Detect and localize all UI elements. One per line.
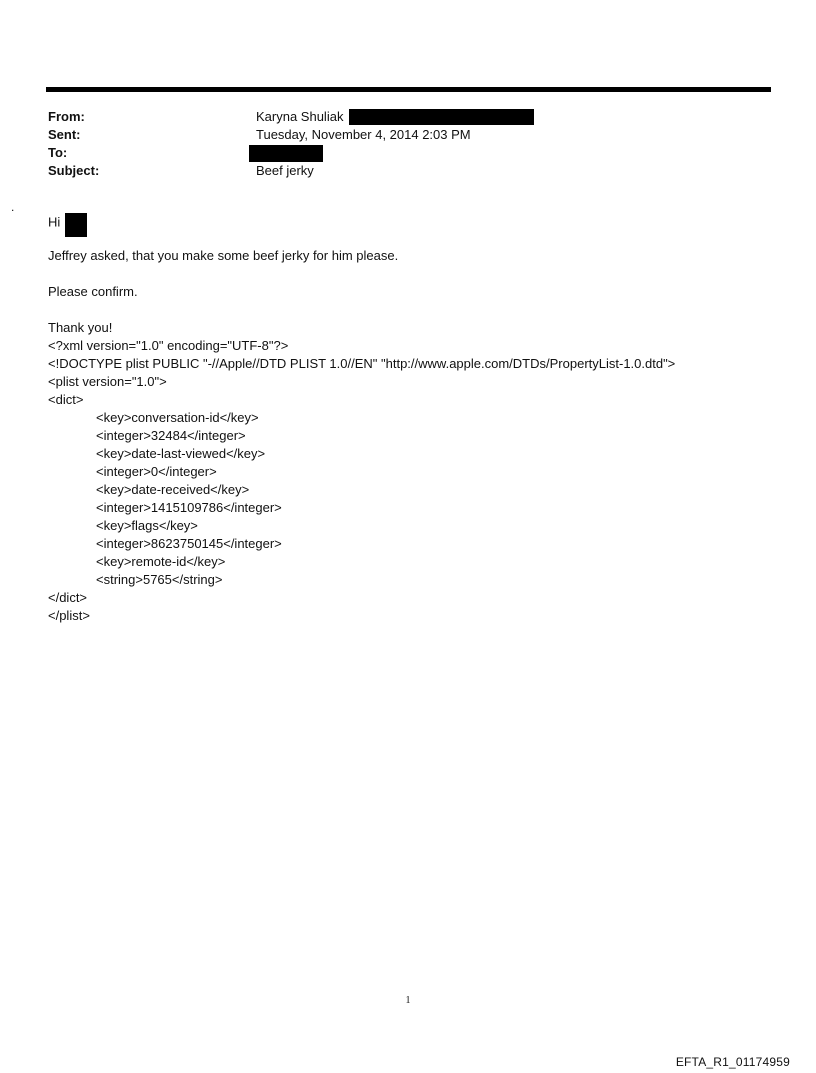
- header-divider: [46, 87, 771, 92]
- body-line: Jeffrey asked, that you make some beef jerky for him please.: [48, 248, 399, 263]
- sent-value: Tuesday, November 4, 2014 2:03 PM: [256, 127, 471, 142]
- from-value: Karyna Shuliak: [256, 109, 344, 124]
- sent-label: Sent:: [48, 127, 81, 142]
- redaction-box: [249, 145, 323, 162]
- stray-mark: .: [11, 200, 15, 214]
- plist-line: <string>5765</string>: [96, 572, 223, 587]
- plist-line: <key>flags</key>: [96, 518, 198, 533]
- plist-line: <plist version="1.0">: [48, 374, 167, 389]
- plist-line: </plist>: [48, 608, 90, 623]
- body-line: Thank you!: [48, 320, 113, 335]
- redaction-box: [349, 109, 534, 125]
- plist-line: <?xml version="1.0" encoding="UTF-8"?>: [48, 338, 289, 353]
- from-label: From:: [48, 109, 85, 124]
- greeting: Hi: [48, 214, 61, 230]
- from-value-wrap: [256, 108, 534, 126]
- plist-line: <integer>8623750145</integer>: [96, 536, 282, 551]
- to-label: To:: [48, 145, 68, 160]
- body-line: Please confirm.: [48, 284, 138, 299]
- subject-label: Subject:: [48, 163, 100, 178]
- subject-value: Beef jerky: [256, 163, 314, 178]
- plist-line: <key>date-received</key>: [96, 482, 250, 497]
- plist-line: </dict>: [48, 590, 88, 605]
- bates-number: EFTA_R1_01174959: [675, 1055, 790, 1069]
- page-number: 1: [405, 995, 411, 1006]
- plist-line: <key>date-last-viewed</key>: [96, 446, 266, 461]
- plist-line: <key>conversation-id</key>: [96, 410, 259, 425]
- plist-line: <!DOCTYPE plist PUBLIC "-//Apple//DTD PLIST 1.0//EN" "http://www.apple.com/DTDs/PropertyList-1.0.dtd">: [48, 356, 676, 371]
- email-body: [48, 211, 675, 625]
- plist-line: <dict>: [48, 392, 84, 407]
- plist-line: <integer>1415109786</integer>: [96, 500, 282, 515]
- greeting-line: [48, 211, 675, 229]
- plist-line: <key>remote-id</key>: [96, 554, 226, 569]
- plist-line: <integer>32484</integer>: [96, 428, 246, 443]
- plist-block: [48, 337, 675, 625]
- redaction-box: [65, 213, 87, 237]
- plist-line: <integer>0</integer>: [96, 464, 217, 479]
